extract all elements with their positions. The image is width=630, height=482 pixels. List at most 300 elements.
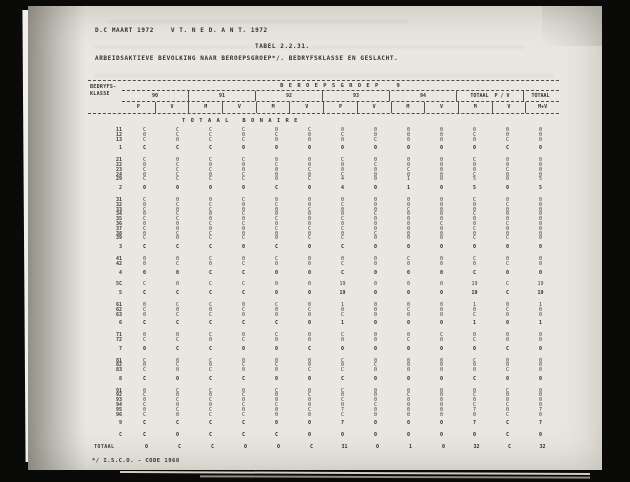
cell: 0 — [406, 332, 410, 339]
cell: 0 — [340, 206, 344, 213]
cell: C — [340, 244, 344, 251]
cell: 0 — [406, 269, 410, 276]
cell: 0 — [274, 235, 278, 242]
subtotal-row — [92, 433, 562, 438]
cell: 0 — [505, 392, 509, 399]
cell: C — [241, 290, 245, 297]
cell: 0 — [406, 281, 410, 288]
cell: 0 — [472, 345, 476, 352]
cell: C — [241, 260, 245, 267]
cell: 0 — [241, 145, 245, 152]
cell: C — [505, 411, 509, 418]
cell: C — [241, 269, 245, 276]
cell: 0 — [307, 420, 311, 427]
cell: C — [208, 157, 212, 164]
cell: 0 — [208, 225, 212, 232]
cell: 0 — [439, 211, 443, 218]
cell: C — [307, 406, 311, 413]
cell: C — [208, 367, 212, 374]
cell: 0 — [439, 216, 443, 223]
cell: 0 — [274, 357, 278, 364]
cell: C — [241, 402, 245, 409]
cell: 0 — [274, 166, 278, 173]
row-label: 61 — [115, 301, 122, 308]
cell: C — [241, 136, 245, 143]
cell: C — [175, 345, 179, 352]
cell: 0 — [472, 220, 476, 227]
cell: 0 — [340, 362, 344, 369]
cell: C — [175, 216, 179, 223]
cell: 1 — [538, 320, 542, 327]
cell: C — [340, 235, 344, 242]
bleedthrough-mark — [108, 20, 408, 23]
cell: 0 — [439, 306, 443, 313]
cell: 0 — [373, 216, 377, 223]
cell: C — [175, 166, 179, 173]
cell: C — [142, 216, 146, 223]
cell: 0 — [274, 260, 278, 267]
cell: C — [340, 387, 344, 394]
cell: 0 — [439, 166, 443, 173]
table-title: ARBEIDSAKTIEVE BEVOLKING NAAR BEROEPSGROEP*/. BEDRYFSKLASSE EN GESLACHT. — [95, 55, 399, 62]
cell: 0 — [538, 411, 542, 418]
cell: C — [505, 220, 509, 227]
cell: 0 — [505, 357, 509, 364]
cell: 0 — [241, 161, 245, 168]
subcol-header-cell: V — [424, 102, 458, 113]
cell: C — [505, 345, 509, 352]
document-header-line: D.C MAART 1972 V T. N E D. A N T. 1972 — [95, 27, 268, 34]
subcol-header-cell: M — [188, 102, 222, 113]
cell: C — [439, 220, 443, 227]
cell: 19 — [471, 281, 478, 288]
cell: C — [208, 332, 212, 339]
cell: 0 — [439, 260, 443, 267]
cell: 0 — [307, 411, 311, 418]
table-header — [88, 80, 559, 114]
cell: C — [373, 402, 377, 409]
cell: 0 — [505, 406, 509, 413]
cell: 0 — [307, 211, 311, 218]
cell: 0 — [505, 211, 509, 218]
cell: C — [274, 225, 278, 232]
table-body — [92, 128, 562, 450]
row-label: 41 — [115, 255, 122, 262]
cell: 0 — [307, 332, 311, 339]
table-row — [92, 282, 562, 287]
cell: C — [208, 411, 212, 418]
cell: 0 — [439, 345, 443, 352]
cell: C — [241, 171, 245, 178]
cell: 0 — [340, 161, 344, 168]
cell: 0 — [373, 320, 377, 327]
cell: 0 — [274, 397, 278, 404]
cell: 0 — [307, 260, 311, 267]
row-label: 37 — [115, 225, 122, 232]
cell: 0 — [274, 211, 278, 218]
cell: 0 — [307, 311, 311, 318]
cell: 0 — [406, 145, 410, 152]
cell: 0 — [373, 260, 377, 267]
cell: 0 — [439, 392, 443, 399]
cell: C — [472, 402, 476, 409]
cell: 0 — [274, 411, 278, 418]
cell: C — [472, 131, 476, 138]
cell: 0 — [373, 301, 377, 308]
cell: 0 — [406, 411, 410, 418]
cell: 0 — [472, 367, 476, 374]
cell: 0 — [406, 301, 410, 308]
row-label: 4 — [118, 269, 122, 276]
cell: C — [340, 311, 344, 318]
cell: 0 — [538, 402, 542, 409]
cell: 0 — [439, 185, 443, 192]
subcol-header-row — [122, 102, 559, 113]
cell: 0 — [439, 406, 443, 413]
cell: 0 — [373, 332, 377, 339]
cell: 0 — [538, 201, 542, 208]
cell: C — [208, 235, 212, 242]
cell: 0 — [142, 220, 146, 227]
cell: 0 — [406, 244, 410, 251]
cell: C — [208, 320, 212, 327]
cell: C — [241, 362, 245, 369]
cell: 0 — [340, 402, 344, 409]
cell: 0 — [373, 235, 377, 242]
cell: 0 — [307, 230, 311, 237]
subcol-header-cell: M — [391, 102, 425, 113]
cell: 0 — [274, 420, 278, 427]
cell: C — [340, 367, 344, 374]
cell: 0 — [505, 375, 509, 382]
cell: C — [505, 281, 509, 288]
cell: 0 — [406, 131, 410, 138]
cell: C — [274, 161, 278, 168]
cell: C — [505, 387, 509, 394]
cell: 0 — [175, 375, 179, 382]
row-label: 8 — [118, 375, 122, 382]
cell: 0 — [142, 131, 146, 138]
cell: C — [175, 362, 179, 369]
cell: 0 — [307, 244, 311, 251]
cell: 0 — [406, 402, 410, 409]
cell: C — [373, 211, 377, 218]
group-header-cell: TOTAAL P / V — [456, 91, 523, 101]
cell: 0 — [274, 306, 278, 313]
cell: 31 — [341, 444, 348, 451]
cell: 0 — [472, 362, 476, 369]
cell: 0 — [307, 185, 311, 192]
cell: 0 — [406, 235, 410, 242]
cell: 0 — [241, 255, 245, 262]
cell: 0 — [373, 185, 377, 192]
cell: 0 — [406, 157, 410, 164]
subtotal-row — [92, 321, 562, 326]
cell: 0 — [406, 375, 410, 382]
cell: 0 — [373, 432, 377, 439]
cell: 0 — [538, 171, 542, 178]
cell: 0 — [208, 161, 212, 168]
cell: C — [274, 131, 278, 138]
cell: 0 — [375, 444, 379, 451]
cell: C — [142, 375, 146, 382]
cell: 0 — [373, 244, 377, 251]
cell: 0 — [307, 320, 311, 327]
cell: C — [340, 131, 344, 138]
cell: 0 — [340, 145, 344, 152]
cell: 0 — [439, 375, 443, 382]
cell: 0 — [472, 230, 476, 237]
cell: 0 — [538, 269, 542, 276]
cell: 0 — [538, 397, 542, 404]
cell: 0 — [307, 402, 311, 409]
cell: C — [175, 420, 179, 427]
cell: 0 — [340, 432, 344, 439]
cell: 0 — [406, 127, 410, 133]
cell: C — [340, 397, 344, 404]
cell: 0 — [439, 402, 443, 409]
cell: C — [241, 127, 245, 133]
cell: 0 — [307, 397, 311, 404]
cell: 0 — [142, 406, 146, 413]
subcol-header-cell: P — [136, 104, 140, 110]
cell: 0 — [439, 235, 443, 242]
cell: 0 — [439, 301, 443, 308]
cell: 0 — [142, 332, 146, 339]
cell: 0 — [439, 206, 443, 213]
cell: 0 — [175, 357, 179, 364]
subcol-header-cell: V — [155, 102, 189, 113]
cell: 0 — [505, 157, 509, 164]
cell: 0 — [439, 127, 443, 133]
cell: 0 — [144, 444, 148, 451]
cell: 0 — [472, 216, 476, 223]
cell: 0 — [340, 196, 344, 203]
cell: 0 — [538, 260, 542, 267]
cell: 5 — [538, 176, 542, 183]
cell: 0 — [175, 306, 179, 313]
cell: 0 — [505, 185, 509, 192]
cell: 0 — [406, 201, 410, 208]
cell: 0 — [142, 345, 146, 352]
cell: 0 — [406, 345, 410, 352]
cell: C — [175, 320, 179, 327]
cell: 0 — [439, 225, 443, 232]
subtotal-row — [92, 377, 562, 382]
cell: C — [142, 206, 146, 213]
cell: 0 — [241, 301, 245, 308]
row-label: 24 — [115, 171, 122, 178]
cell: C — [274, 255, 278, 262]
row-label: 23 — [115, 166, 122, 173]
cell: C — [340, 171, 344, 178]
cell: C — [406, 392, 410, 399]
cell: 0 — [538, 127, 542, 133]
cell: 0 — [241, 244, 245, 251]
subtotal-row — [92, 245, 562, 250]
cell: 0 — [439, 311, 443, 318]
cell: 0 — [307, 432, 311, 439]
cell: C — [307, 235, 311, 242]
cell: 0 — [538, 166, 542, 173]
cell: 1 — [408, 444, 412, 451]
cell: 0 — [208, 402, 212, 409]
row-label: 5C — [115, 281, 122, 288]
cell: 7 — [472, 420, 476, 427]
subcol-header-cell: V — [492, 102, 526, 113]
cell: C — [241, 157, 245, 164]
cell: 0 — [406, 362, 410, 369]
cell: 0 — [241, 397, 245, 404]
cell: C — [142, 281, 146, 288]
cell: 0 — [439, 157, 443, 164]
subtotal-row — [92, 421, 562, 426]
cell: 0 — [406, 225, 410, 232]
cell: C — [307, 127, 311, 133]
cell: 0 — [505, 161, 509, 168]
cell: 0 — [538, 345, 542, 352]
cell: 0 — [373, 157, 377, 164]
cell: 0 — [373, 255, 377, 262]
cell: 0 — [505, 131, 509, 138]
cell: 0 — [538, 387, 542, 394]
cell: C — [472, 171, 476, 178]
cell: C — [274, 301, 278, 308]
cell: C — [472, 255, 476, 262]
cell: C — [274, 244, 278, 251]
cell: 0 — [472, 161, 476, 168]
cell: 0 — [538, 235, 542, 242]
row-label: 35 — [115, 216, 122, 223]
cell: 0 — [373, 420, 377, 427]
cell: 0 — [505, 336, 509, 343]
table-row — [92, 338, 562, 343]
cell: C — [175, 301, 179, 308]
cell: 0 — [472, 432, 476, 439]
cell: C — [175, 311, 179, 318]
cell: 0 — [208, 362, 212, 369]
cell: C — [208, 166, 212, 173]
row-label: 92 — [115, 392, 122, 399]
cell: C — [208, 301, 212, 308]
cell: 0 — [274, 311, 278, 318]
cell: 0 — [373, 127, 377, 133]
cell: C — [505, 432, 509, 439]
cell: 0 — [175, 225, 179, 232]
cell: 0 — [142, 362, 146, 369]
cell: 0 — [373, 171, 377, 178]
cell: C — [175, 244, 179, 251]
cell: C — [307, 306, 311, 313]
cell: 0 — [274, 136, 278, 143]
cell: 0 — [538, 157, 542, 164]
cell: C — [142, 336, 146, 343]
subcol-header-cell: P — [323, 102, 357, 113]
cell: 0 — [538, 311, 542, 318]
row-label: 2 — [118, 185, 122, 192]
cell: C — [406, 255, 410, 262]
cell: 0 — [538, 145, 542, 152]
corner-label-klasse: KLASSE — [90, 91, 110, 97]
cell: 0 — [472, 136, 476, 143]
cell: 0 — [142, 269, 146, 276]
page-corner-shade — [542, 6, 602, 46]
cell: C — [340, 225, 344, 232]
cell: 0 — [274, 127, 278, 133]
cell: 32 — [473, 444, 480, 451]
cell: 5 — [472, 185, 476, 192]
row-label: 82 — [115, 362, 122, 369]
cell: C — [274, 216, 278, 223]
cell: 0 — [505, 311, 509, 318]
cell: 0 — [538, 357, 542, 364]
cell: 0 — [241, 131, 245, 138]
cell: 0 — [307, 387, 311, 394]
cell: 0 — [439, 367, 443, 374]
cell: 0 — [373, 206, 377, 213]
cell: 0 — [307, 131, 311, 138]
cell: 0 — [439, 176, 443, 183]
row-label: 42 — [115, 260, 122, 267]
cell: 0 — [241, 357, 245, 364]
cell: C — [142, 420, 146, 427]
cell: 0 — [142, 161, 146, 168]
cell: C — [406, 166, 410, 173]
subtotal-row — [92, 271, 562, 276]
cell: 0 — [307, 269, 311, 276]
row-label: 13 — [115, 136, 122, 143]
cell: C — [505, 235, 509, 242]
cell: C — [175, 201, 179, 208]
table-row — [92, 368, 562, 373]
cell: 0 — [373, 176, 377, 183]
cell: 0 — [406, 136, 410, 143]
cell: 0 — [340, 166, 344, 173]
cell: C — [373, 161, 377, 168]
cell: 0 — [538, 136, 542, 143]
cell: 0 — [406, 211, 410, 218]
group-header-row — [122, 91, 559, 102]
cell: C — [142, 320, 146, 327]
cell: 0 — [208, 336, 212, 343]
cell: C — [142, 306, 146, 313]
cell: C — [472, 235, 476, 242]
cell: C — [472, 225, 476, 232]
cell: 0 — [307, 362, 311, 369]
cell: C — [175, 211, 179, 218]
cell: C — [241, 306, 245, 313]
cell: C — [208, 311, 212, 318]
cell: 1 — [340, 301, 344, 308]
cell: C — [175, 387, 179, 394]
cell: 0 — [373, 220, 377, 227]
subcol-header-cell: V — [357, 102, 391, 113]
cell: 0 — [241, 185, 245, 192]
cell: 0 — [340, 336, 344, 343]
cell: 0 — [208, 216, 212, 223]
cell: C — [208, 136, 212, 143]
cell: 0 — [241, 201, 245, 208]
cell: 0 — [142, 201, 146, 208]
cell: 0 — [274, 157, 278, 164]
row-label: 72 — [115, 336, 122, 343]
cell: 0 — [439, 387, 443, 394]
cell: C — [472, 392, 476, 399]
cell: 4 — [340, 176, 344, 183]
bleedthrough-mark — [94, 74, 554, 77]
cell: 0 — [439, 290, 443, 297]
group-header-cell: 93 — [322, 91, 389, 101]
